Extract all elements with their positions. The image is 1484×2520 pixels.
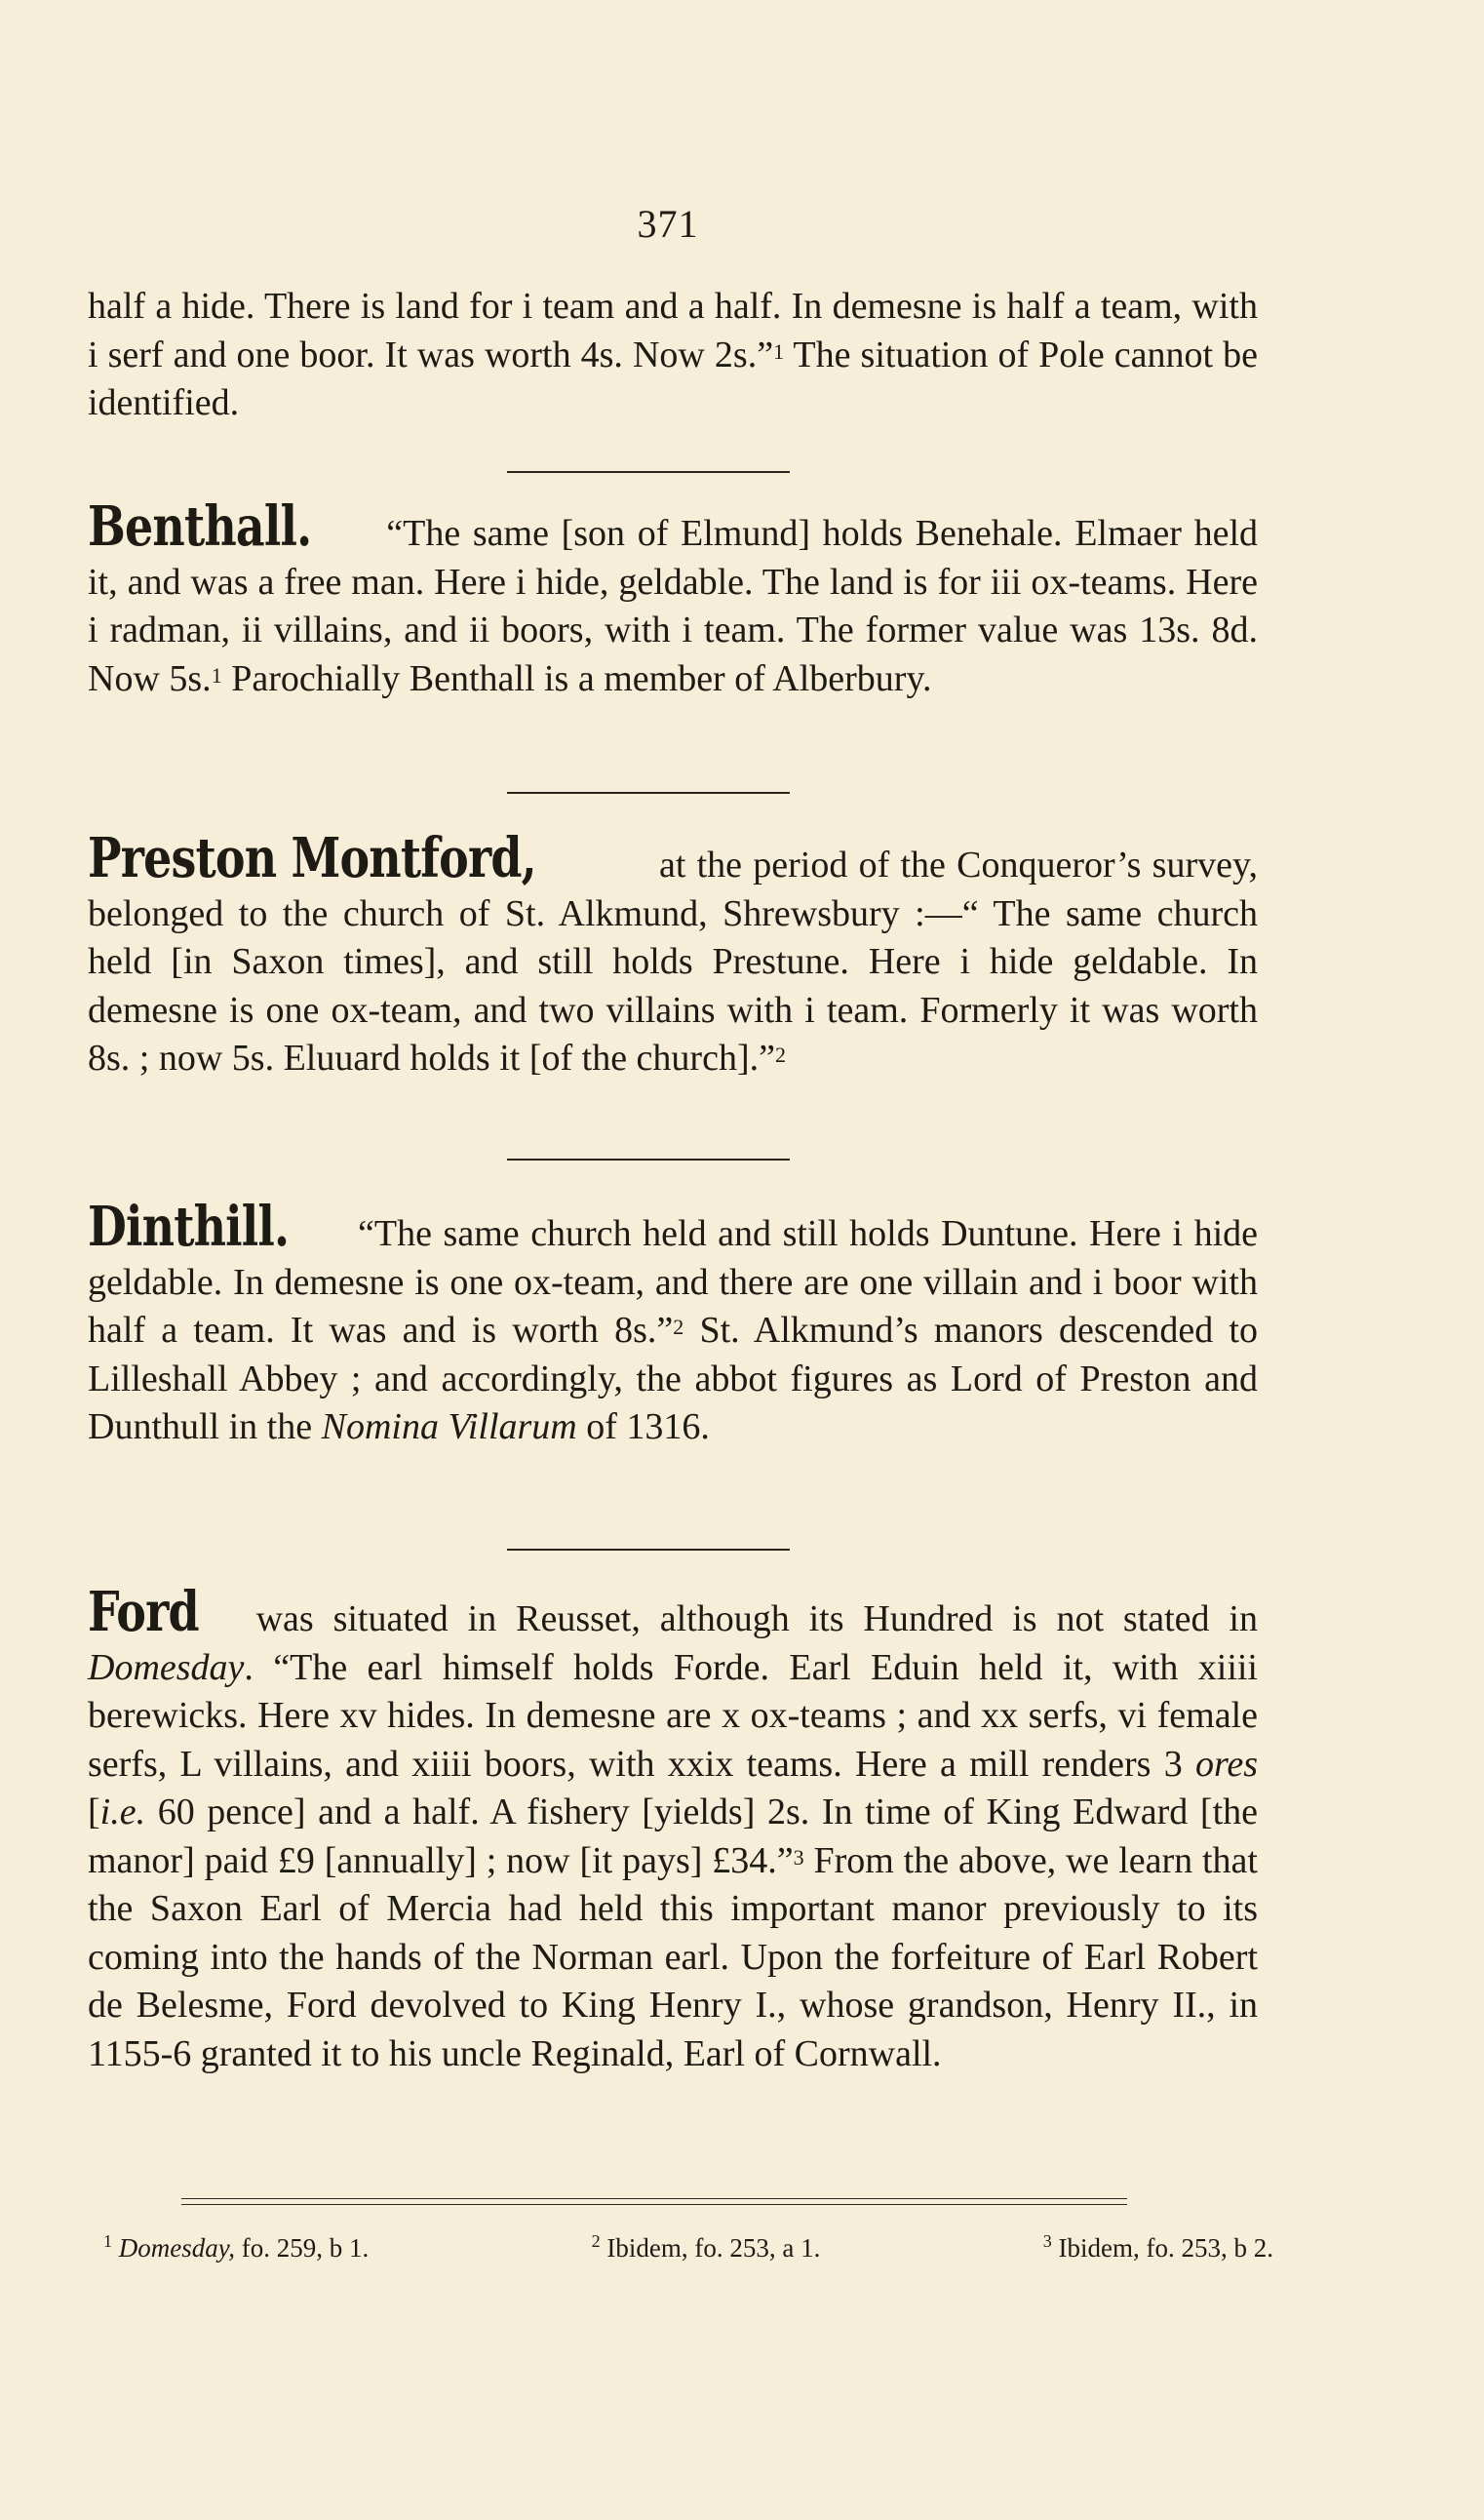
paragraph-text: 60 pence] and a half. A fishery [yields] 2s. In time of King Edward [the manor] paid £9 [annually] ; now [it pays] £34.”	[88, 1792, 1258, 1881]
paragraph-text: St. Alkmund’s manors descended to Lilleshall Abbey ; and accordingly, the abbot figures as Lord of Preston and Dunthull in the	[88, 1310, 1258, 1447]
footnote-text: fo. 259, b 1.	[234, 2233, 370, 2263]
footnote-item	[592, 2233, 821, 2264]
paragraph-benthall	[88, 494, 1258, 703]
paragraph-text: . “The earl himself holds Forde. Earl Eduin held it, with xiiii berewicks. Here xv hides. In demesne are x ox-teams ; and xx serfs, vi female serfs, L villains, and xiiii boors, with xxix teams. Here a mill renders 3	[88, 1646, 1258, 1785]
footnote-ref: 1	[211, 662, 222, 688]
paragraph-text: [	[88, 1792, 100, 1832]
paragraph-text: half a hide. There is land for i team and a half. In demesne is half a team, with i serf and one boor. It was worth 4s. Now 2s.”	[88, 286, 1258, 375]
section-heading-ford: Ford	[88, 1580, 199, 1644]
section-heading-preston-montford: Preston Montford,	[88, 826, 536, 890]
footnote-item	[103, 2233, 369, 2264]
footnote-text: Ibidem, fo. 253, a 1.	[600, 2233, 821, 2263]
footnote-ref: 3	[793, 1844, 804, 1870]
paragraph-pole	[88, 283, 1258, 428]
footnote-text: Ibidem, fo. 253, b 2.	[1051, 2233, 1273, 2263]
footnote-ref: 2	[673, 1315, 684, 1339]
paragraph-text: The situation of Pole cannot be identified.	[88, 334, 1258, 423]
paragraph-text: “The same church held and still holds Duntune. Here i hide geldable. In demesne is one ox-team, and there are one villain and i boor with half a team. It was and is worth 8s.”	[88, 1213, 1258, 1351]
footnote-italic: Domesday,	[118, 2233, 235, 2263]
section-divider	[507, 1549, 790, 1551]
footnote-number: 1	[103, 2231, 112, 2251]
paragraph-text: of 1316.	[576, 1406, 710, 1447]
section-heading-dinthill: Dinthill.	[88, 1195, 290, 1259]
paragraph-preston-montford	[88, 826, 1258, 1083]
footnote-divider	[181, 2204, 1127, 2205]
italic-word: i.e.	[99, 1792, 146, 1832]
paragraph-text: Parochially Benthall is a member of Alberbury.	[221, 657, 932, 699]
footnotes	[103, 2233, 1273, 2264]
paragraph-dinthill	[88, 1195, 1258, 1452]
page-number: 371	[637, 202, 699, 246]
paragraph-text: “The same [son of Elmund] holds Benehale. Elmaer held it, and was a free man. Here i hide, geldable. The land is for iii ox-teams. Here i radman, ii villains, and ii boors, with i team. The former value was 13s. 8d. Now 5s.	[88, 513, 1258, 699]
footnote-ref: 1	[773, 338, 785, 364]
footnote-number: 2	[591, 2231, 601, 2251]
section-divider	[507, 1159, 790, 1161]
paragraph-ford	[88, 1580, 1258, 2078]
paragraph-text: was situated in Reusset, although its Hundred is not stated in	[236, 1598, 1258, 1639]
paragraph-text: at the period of the Conqueror’s survey, belonged to the church of St. Alkmund, Shrewsbury :—“ The same church held [in Saxon times], and still holds Prestune. Here i hide geldable. In demesne is one ox-team, and two villains with i team. Formerly it was worth 8s. ; now 5s. Eluuard holds it [of the church].”	[88, 845, 1258, 1079]
italic-title: Domesday	[88, 1646, 245, 1688]
footnote-number: 3	[1042, 2231, 1052, 2251]
italic-word: ores	[1194, 1743, 1258, 1785]
footnote-item	[1043, 2233, 1273, 2264]
footnote-divider	[181, 2198, 1127, 2199]
paragraph-text: From the above, we learn that the Saxon Earl of Mercia had held this important manor previously to its coming into the hands of the Norman earl. Upon the forfeiture of Earl Robert de Belesme, Ford devolved to King Henry I., whose grandson, Henry II., in 1155-6 granted it to his uncle Reginald, Earl of Cornwall.	[88, 1839, 1258, 2074]
section-divider	[507, 471, 790, 473]
italic-title: Nomina Villarum	[321, 1406, 577, 1447]
section-divider	[507, 792, 790, 794]
section-heading-benthall: Benthall.	[88, 494, 312, 559]
footnote-ref: 2	[774, 1043, 786, 1067]
